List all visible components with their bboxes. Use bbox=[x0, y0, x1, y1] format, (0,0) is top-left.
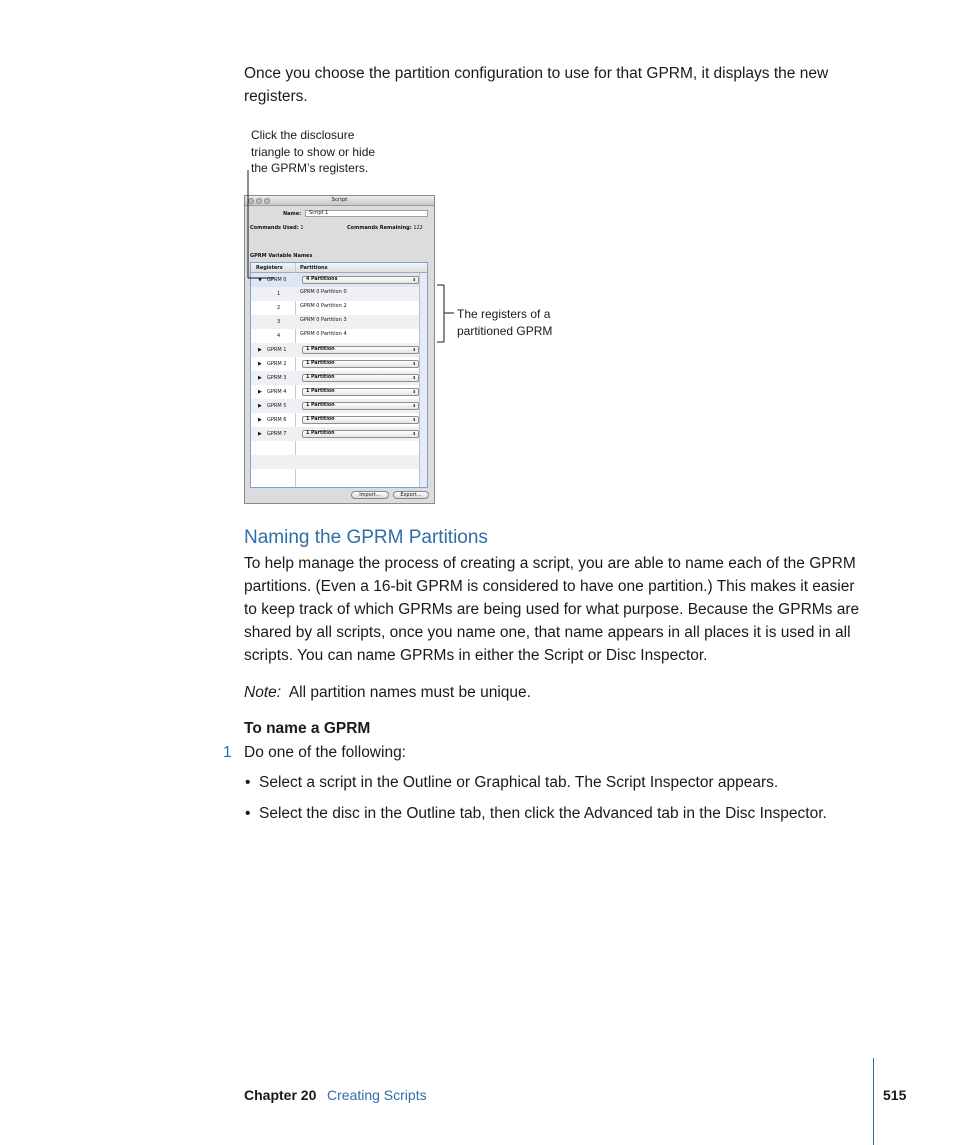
register-name: GPRM 7 bbox=[267, 431, 287, 437]
register-name: GPRM 2 bbox=[267, 361, 287, 367]
disclosure-triangle-open-icon[interactable]: ▼ bbox=[258, 277, 262, 283]
note-label: Note: bbox=[244, 684, 282, 701]
table-row[interactable] bbox=[251, 329, 419, 343]
table-row[interactable] bbox=[251, 287, 419, 301]
disclosure-triangle-icon[interactable]: ▶ bbox=[258, 389, 262, 395]
intro-line-2: registers. bbox=[244, 88, 308, 105]
partition-name: GPRM 0 Partition 3 bbox=[300, 317, 347, 323]
section-paragraph bbox=[244, 552, 859, 667]
popup-arrows-icon: ⬍ bbox=[412, 402, 416, 408]
paragraph-line: shared by all scripts, once you name one, that name appears in all places it is used in all bbox=[244, 624, 851, 641]
partition-name: GPRM 0 Partition 4 bbox=[300, 331, 347, 337]
partitions-popup[interactable] bbox=[302, 402, 419, 410]
popup-arrows-icon: ⬍ bbox=[412, 360, 416, 366]
table-row[interactable] bbox=[251, 357, 419, 371]
empty-row bbox=[251, 455, 419, 469]
table-row[interactable] bbox=[251, 301, 419, 315]
disclosure-triangle-icon[interactable]: ▶ bbox=[258, 361, 262, 367]
table-row[interactable] bbox=[251, 427, 419, 441]
commands-used-label: Commands Used: bbox=[250, 225, 299, 231]
column-header-partitions[interactable]: Partitions bbox=[300, 265, 328, 271]
popup-value: 1 Partition bbox=[306, 417, 335, 422]
partitions-popup[interactable] bbox=[302, 360, 419, 368]
gprm-table bbox=[250, 262, 428, 488]
popup-value: 1 Partition bbox=[306, 389, 335, 394]
task-heading: To name a GPRM bbox=[244, 720, 371, 737]
step-number: 1 bbox=[223, 744, 232, 761]
import-button[interactable]: Import… bbox=[351, 491, 389, 499]
popup-value: 1 Partition bbox=[306, 403, 335, 408]
popup-arrows-icon: ⬍ bbox=[412, 374, 416, 380]
bullet-item: Select the disc in the Outline tab, then click the Advanced tab in the Disc Inspector. bbox=[259, 805, 827, 822]
paragraph-line: to keep track of which GPRMs are being used for what purpose. Because the GPRMs are bbox=[244, 601, 860, 618]
commands-remaining bbox=[347, 225, 423, 231]
popup-arrows-icon: ⬍ bbox=[412, 276, 416, 282]
table-row[interactable] bbox=[251, 385, 419, 399]
callout-registers-line: partitioned GPRM bbox=[457, 323, 553, 338]
partitions-popup[interactable] bbox=[302, 416, 419, 424]
disclosure-triangle-icon[interactable]: ▶ bbox=[258, 375, 262, 381]
register-name: GPRM 6 bbox=[267, 417, 287, 423]
partitions-popup[interactable] bbox=[302, 346, 419, 354]
empty-row bbox=[251, 441, 419, 455]
partition-name: GPRM 0 Partition 2 bbox=[300, 303, 347, 309]
section-heading: Naming the GPRM Partitions bbox=[244, 527, 488, 548]
table-row[interactable] bbox=[251, 371, 419, 385]
footer-chapter-title: Creating Scripts bbox=[327, 1087, 427, 1103]
note bbox=[244, 681, 531, 704]
footer-chapter: Chapter 20 bbox=[244, 1087, 317, 1103]
callout-disclosure-line: triangle to show or hide bbox=[251, 144, 376, 159]
partitions-popup[interactable] bbox=[302, 374, 419, 382]
register-number: 4 bbox=[277, 333, 281, 339]
popup-value: 1 Partition bbox=[306, 347, 335, 352]
script-name-field[interactable]: Script 1 bbox=[305, 210, 428, 217]
disclosure-triangle-icon[interactable]: ▶ bbox=[258, 403, 262, 409]
commands-used-value: 1 bbox=[300, 225, 304, 231]
popup-value: 1 Partition bbox=[306, 375, 335, 380]
disclosure-triangle-icon[interactable]: ▶ bbox=[258, 431, 262, 437]
register-name: GPRM 4 bbox=[267, 389, 287, 395]
bullet-item: Select a script in the Outline or Graphical tab. The Script Inspector appears. bbox=[259, 774, 779, 791]
table-row[interactable] bbox=[251, 399, 419, 413]
register-name: GPRM 1 bbox=[267, 347, 287, 353]
vertical-scrollbar[interactable] bbox=[419, 273, 427, 487]
partitions-popup[interactable] bbox=[302, 276, 419, 284]
register-number: 3 bbox=[277, 319, 281, 325]
register-name: GPRM 5 bbox=[267, 403, 287, 409]
popup-value: 1 Partition bbox=[306, 431, 335, 436]
table-row[interactable] bbox=[251, 343, 419, 357]
callout-bracket-registers bbox=[434, 284, 458, 344]
disclosure-triangle-icon[interactable]: ▶ bbox=[258, 417, 262, 423]
empty-row bbox=[251, 469, 419, 483]
disclosure-triangle-icon[interactable]: ▶ bbox=[258, 347, 262, 353]
commands-remaining-label: Commands Remaining: bbox=[347, 225, 412, 231]
callout-leader-disclosure bbox=[244, 168, 287, 283]
export-button[interactable]: Export… bbox=[393, 491, 429, 499]
popup-value: 4 Partitions bbox=[306, 277, 338, 282]
footer-divider bbox=[873, 1058, 874, 1145]
bullet-icon: • bbox=[245, 774, 251, 791]
partitions-popup[interactable] bbox=[302, 388, 419, 396]
popup-arrows-icon: ⬍ bbox=[412, 416, 416, 422]
gprm-section-label: GPRM Variable Names bbox=[250, 253, 313, 259]
window-title: Script bbox=[331, 197, 348, 203]
step-text: Do one of the following: bbox=[244, 744, 406, 761]
callout-disclosure-line: Click the disclosure bbox=[251, 128, 355, 142]
paragraph-line: partitions. (Even a 16-bit GPRM is considered to have one partition.) This makes it easier bbox=[244, 578, 855, 595]
register-number: 2 bbox=[277, 305, 281, 311]
callout-registers-line: The registers of a bbox=[457, 307, 551, 321]
register-name: GPRM 3 bbox=[267, 375, 287, 381]
paragraph-line: scripts. You can name GPRMs in either the Script or Disc Inspector. bbox=[244, 647, 708, 664]
popup-arrows-icon: ⬍ bbox=[412, 430, 416, 436]
register-name: GPRM 0 bbox=[267, 277, 287, 283]
table-row[interactable] bbox=[251, 315, 419, 329]
column-header-registers[interactable]: Registers bbox=[256, 265, 283, 271]
bullet-icon: • bbox=[245, 805, 251, 822]
partition-name: GPRM 0 Partition 0 bbox=[300, 289, 347, 295]
name-label: Name: bbox=[283, 211, 302, 217]
intro-line-1: Once you choose the partition configuration to use for that GPRM, it displays the new bbox=[244, 65, 829, 82]
commands-remaining-value: 122 bbox=[413, 225, 423, 231]
callout-disclosure-line: the GPRM’s registers. bbox=[251, 161, 369, 175]
popup-arrows-icon: ⬍ bbox=[412, 346, 416, 352]
paragraph-line: To help manage the process of creating a script, you are able to name each of the GPRM bbox=[244, 555, 856, 572]
page-number: 515 bbox=[883, 1087, 907, 1103]
table-row[interactable] bbox=[251, 413, 419, 427]
callout-registers bbox=[457, 306, 552, 339]
popup-arrows-icon: ⬍ bbox=[412, 388, 416, 394]
popup-value: 1 Partition bbox=[306, 361, 335, 366]
register-number: 1 bbox=[277, 291, 281, 297]
note-text: All partition names must be unique. bbox=[288, 684, 531, 701]
partitions-popup[interactable] bbox=[302, 430, 419, 438]
